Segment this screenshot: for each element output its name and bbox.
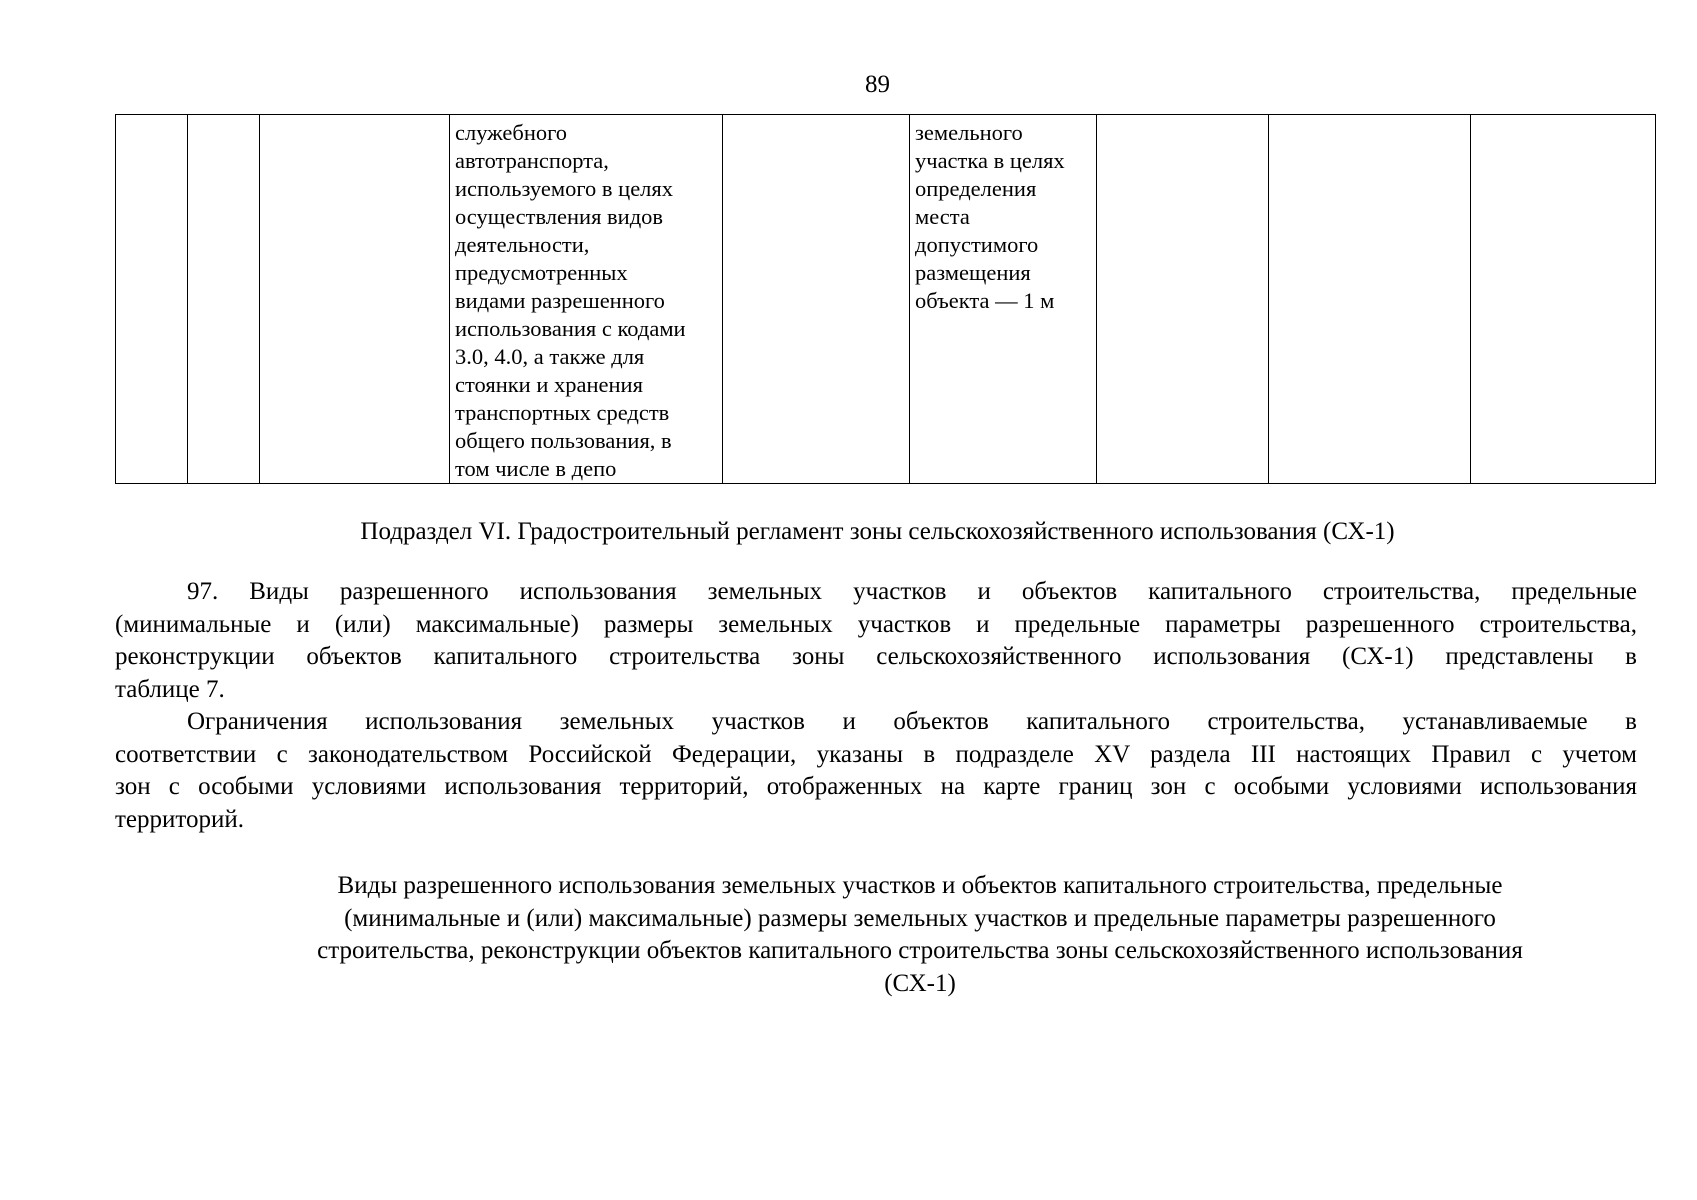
paragraph-line: территорий.: [115, 805, 245, 833]
paragraph-line: 97. Виды разрешенного использования земельных участков и объектов капитального строительства, предельные: [187, 578, 1637, 605]
cell-line: предусмотренных: [455, 260, 628, 285]
table-cell-6: [910, 115, 1097, 484]
table-cell-9: [1471, 115, 1656, 484]
paragraph-97: [115, 576, 1637, 706]
cell-line: используемого в целях: [455, 176, 674, 201]
paragraph-line: таблице 7.: [115, 675, 225, 703]
paragraph-line: реконструкции объектов капитального строительства зоны сельскохозяйственного использования (СХ-1) представлены в: [115, 643, 1637, 670]
caption-line: (СХ-1): [884, 969, 956, 997]
table-cell-1: [116, 115, 188, 484]
cell-line: автотранспорта,: [455, 148, 609, 173]
cell-line: места: [915, 204, 970, 229]
paragraph-restrictions: [115, 706, 1637, 836]
paragraph-line: (минимальные и (или) максимальные) размеры земельных участков и предельные параметры разрешенного строительства,: [115, 610, 1637, 638]
cell-line: допустимого: [915, 232, 1039, 257]
cell-line: земельного: [915, 120, 1023, 145]
cell-line: 3.0, 4.0, а также для: [455, 344, 645, 369]
table-cell-4: [450, 115, 723, 484]
continued-table: [115, 114, 1656, 484]
page-number: 89: [865, 71, 890, 98]
caption-line: строительства, реконструкции объектов капитального строительства зоны сельскохозяйственного использования: [317, 937, 1523, 964]
table-cell-3: [260, 115, 450, 484]
cell-line: том числе в депо: [455, 456, 617, 481]
cell-line: видами разрешенного: [455, 288, 665, 313]
cell-line: участка в целях: [915, 148, 1065, 173]
table-cell-2: [188, 115, 260, 484]
caption-line: Виды разрешенного использования земельных участков и объектов капитального строительства, предельные: [337, 872, 1503, 899]
table-cell-8: [1269, 115, 1471, 484]
cell-line: служебного: [455, 120, 568, 145]
cell-line: объекта — 1 м: [915, 288, 1055, 313]
cell-line: осуществления видов: [455, 204, 664, 229]
paragraph-line: Ограничения использования земельных участков и объектов капитального строительства, устанавливаемые в: [187, 708, 1637, 735]
cell-line: общего пользования, в: [455, 428, 672, 453]
cell-line: определения: [915, 176, 1037, 201]
cell-line: использования с кодами: [455, 316, 686, 341]
cell-line: транспортных средств: [455, 400, 670, 425]
paragraph-line: зон с особыми условиями использования территорий, отображенных на карте границ зон с особыми условиями использования: [115, 773, 1637, 800]
subsection-title: Подраздел VI. Градостроительный регламент зоны сельскохозяйственного использования (СХ-1): [360, 518, 1395, 545]
cell-line: стоянки и хранения: [455, 372, 643, 397]
cell-line: размещения: [915, 260, 1031, 285]
table-caption: [200, 870, 1640, 1000]
caption-line: (минимальные и (или) максимальные) размеры земельных участков и предельные параметры разрешенного: [344, 904, 1496, 932]
table-row: [116, 115, 1656, 484]
table-cell-7: [1097, 115, 1269, 484]
paragraph-line: соответствии с законодательством Российской Федерации, указаны в подразделе XV раздела III настоящих Правил с учетом: [115, 740, 1637, 768]
cell-line: деятельности,: [455, 232, 590, 257]
table-cell-5: [723, 115, 910, 484]
